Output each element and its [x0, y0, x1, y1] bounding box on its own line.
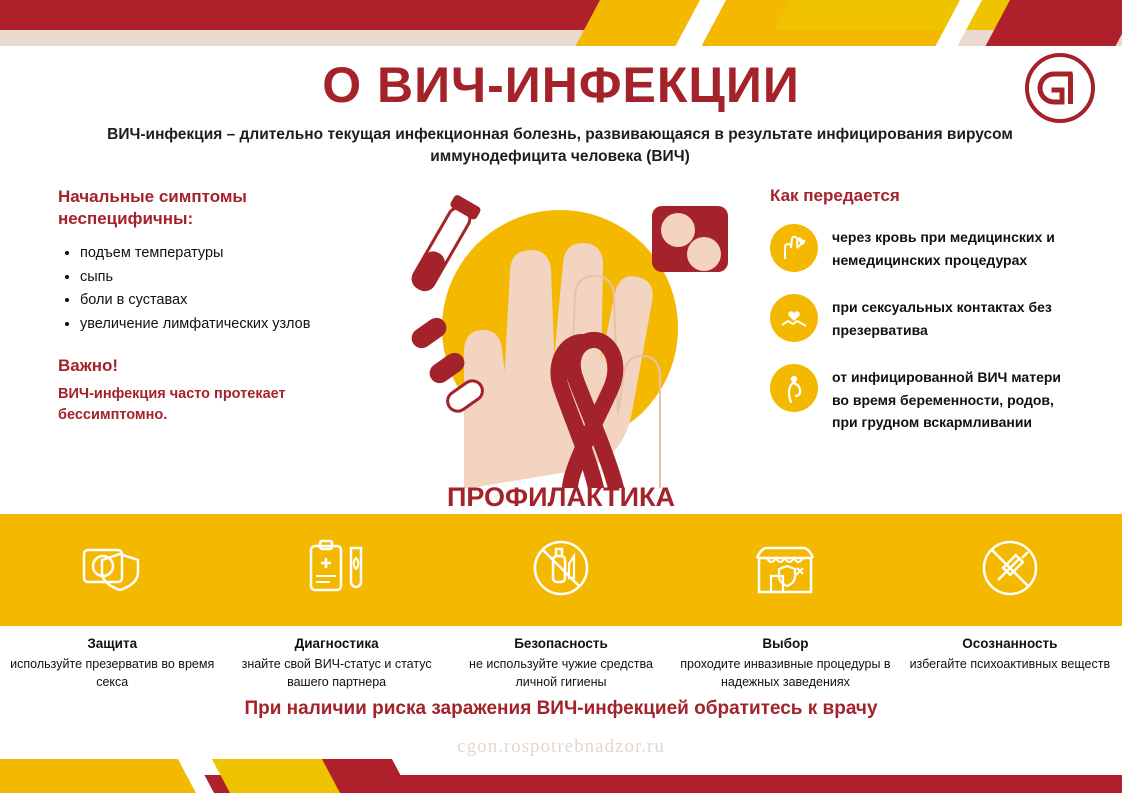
prevention-desc: не используйте чужие средства личной гигиены: [469, 657, 653, 690]
no-hygiene-sharing-icon: [525, 514, 597, 626]
prevention-item: [224, 514, 448, 694]
clipboard-testtube-icon: [301, 514, 373, 626]
prevention-item: [0, 514, 224, 694]
page-title: О ВИЧ-ИНФЕКЦИИ: [322, 57, 800, 113]
prevention-name: Диагностика: [294, 636, 379, 651]
prevention-item: [673, 514, 897, 694]
prevention-desc: проходите инвазивные процедуры в надежных заведениях: [680, 657, 891, 690]
prevention-title: ПРОФИЛАКТИКА: [447, 482, 675, 512]
list-item: • сыпь: [80, 266, 358, 289]
list-item: • боли в суставах: [80, 289, 358, 312]
watermark: cgon.rospotrebnadzor.ru: [457, 736, 665, 757]
prevention-name: Выбор: [762, 636, 809, 651]
list-item: • подъем температуры: [80, 242, 358, 265]
symptoms-heading: Начальные симптомы неспецифичны:: [58, 187, 247, 229]
transmission-text: при сексуальных контактах без презерватива: [832, 299, 1052, 338]
no-syringe-icon: [974, 514, 1046, 626]
clinic-shield-icon: [749, 514, 821, 626]
prevention-desc: используйте презерватив во время секса: [10, 657, 215, 690]
footer-note: При наличии риска заражения ВИЧ-инфекцией обратитесь к врачу: [244, 698, 878, 719]
prevention-name: Безопасность: [514, 636, 608, 651]
prevention-items: [0, 514, 1122, 694]
transmission-text: через кровь при медицинских и немедицинских процедурах: [832, 229, 1055, 268]
transmission-row: [770, 294, 1080, 342]
bottom-band-yellow-1: [0, 759, 200, 793]
prevention-item: [449, 514, 673, 694]
syringe-glove-icon: [770, 224, 818, 272]
top-band-red-slant: [986, 0, 1122, 46]
bottom-decorative-band: [0, 759, 1122, 793]
important-text: ВИЧ-инфекция часто протекает бессимптомно.: [58, 386, 286, 424]
important-label: Важно!: [58, 356, 119, 376]
prevention-desc: избегайте психоактивных веществ: [909, 657, 1111, 671]
prevention-desc: знайте свой ВИЧ-статус и статус вашего партнера: [241, 657, 432, 690]
list-item: • увеличение лимфатических узлов: [80, 313, 358, 336]
transmission-section: [770, 186, 1080, 456]
prevention-item: [898, 514, 1122, 694]
hands-with-red-ribbon-illustration: [370, 188, 770, 488]
transmission-row: [770, 364, 1080, 434]
symptoms-section: [58, 186, 358, 426]
symptoms-list: [58, 242, 358, 336]
condom-shield-icon: [76, 514, 148, 626]
transmission-text: от инфицированной ВИЧ матери во время беременности, родов, при грудном вскармливании: [832, 369, 1062, 431]
page-subtitle: ВИЧ-инфекция – длительно текущая инфекционная болезнь, развивающаяся в результате инфицирования вирусом иммунодефицита человека (ВИЧ): [107, 126, 1013, 166]
top-decorative-band: [0, 0, 1122, 46]
transmission-heading: Как передается: [770, 186, 900, 205]
prevention-name: Защита: [87, 636, 138, 651]
transmission-row: [770, 224, 1080, 272]
handshake-heart-icon: [770, 294, 818, 342]
prevention-name: Осознанность: [962, 636, 1058, 651]
pregnant-woman-icon: [770, 364, 818, 412]
